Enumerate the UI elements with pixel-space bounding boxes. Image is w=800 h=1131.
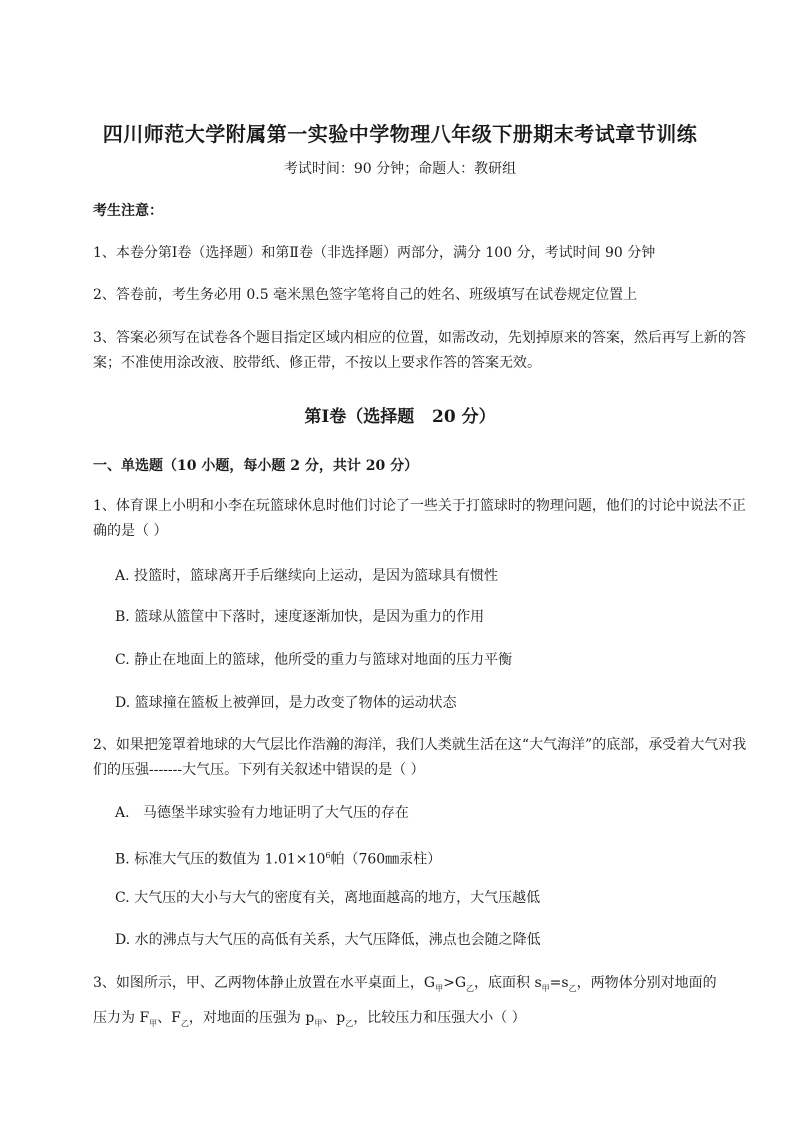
q3-subscript: 乙 [568,983,577,993]
question-2-stem: 2、如果把笼罩着地球的大气层比作浩瀚的海洋，我们人类就生活在这“大气海洋”的底部，承受着大气对我们的压强-------大气压。下列有关叙述中错误的是（ ） [93,737,747,778]
notice-item-2: 2、答卷前，考生务必用 0.5 毫米黑色签字笔将自己的姓名、班级填写在试卷规定位置上 [93,287,638,303]
q3-text: 、F [157,1009,181,1026]
question-1-option-a: A. 投篮时，篮球离开手后继续向上运动，是因为篮球具有惯性 [115,568,499,584]
question-3-line-2 [93,1006,753,1036]
q3-text: ，对地面的压强为 p [188,1009,315,1026]
q3-text: =s [549,975,569,991]
q3-text: ，两物体分别对地面的 [576,975,717,991]
q3-text: ，底面积 s [474,975,542,991]
question-3-stem [93,971,753,1036]
q3-text: 、p [322,1009,346,1026]
question-2-option-d: D. 水的沸点与大气压的高低有关系，大气压降低，沸点也会随之降低 [115,932,541,948]
page-title: 四川师范大学附属第一实验中学物理八年级下册期末考试章节训练 [102,122,698,146]
notice-item-3: 3、答案必须写在试卷各个题目指定区域内相应的位置，如需改动，先划掉原来的答案，然后再写上新的答案；不准使用涂改液、胶带纸、修正带，不按以上要求作答的答案无效。 [93,330,746,371]
notice-item-1: 1、本卷分第Ⅰ卷（选择题）和第Ⅱ卷（非选择题）两部分，满分 100 分，考试时间 90 分钟 [93,245,656,261]
question-2-option-c: C. 大气压的大小与大气的密度有关，离地面越高的地方，大气压越低 [115,890,541,906]
option-b-exponent: 6 [325,851,331,860]
exam-info: 考试时间：90 分钟；命题人：教研组 [283,161,517,177]
question-1-stem: 1、体育课上小明和小李在玩篮球休息时他们讨论了一些关于打篮球时的物理问题，他们的讨论中说法不正确的是（ ） [93,498,746,539]
q3-text: 3、如图所示，甲、乙两物体静止放置在水平桌面上，G [93,975,436,991]
q3-subscript: 乙 [466,983,475,993]
question-2-option-a: A. 马德堡半球实验有力地证明了大气压的存在 [115,805,409,821]
q3-text: >G [443,975,467,991]
notice-heading: 考生注意： [93,203,163,219]
group-heading: 一、单选题（10 小题，每小题 2 分，共计 20 分） [93,458,419,474]
q3-subscript: 甲 [541,983,550,993]
option-b-prefix: B. 标准大气压的数值为 1.01×10 [115,851,326,868]
question-1-option-c: C. 静止在地面上的篮球，他所受的重力与篮球对地面的压力平衡 [115,652,513,668]
question-2-option-b [115,846,441,870]
q3-subscript: 甲 [314,1018,323,1028]
section-title: 第Ⅰ卷（选择题 20 分） [304,407,496,427]
q3-subscript: 乙 [180,1018,189,1028]
q3-text: 压力为 F [93,1009,150,1026]
q3-subscript: 乙 [345,1018,354,1028]
option-b-suffix: 帕（760㎜汞柱） [330,851,442,868]
q3-text: ，比较压力和压强大小（ ） [353,1009,526,1026]
q3-subscript: 甲 [149,1018,158,1028]
question-3-line-1 [93,971,753,1001]
question-1-option-d: D. 篮球撞在篮板上被弹回，是力改变了物体的运动状态 [115,695,457,711]
q3-subscript: 甲 [435,983,444,993]
question-1-option-b: B. 篮球从篮筐中下落时，速度逐渐加快，是因为重力的作用 [115,609,485,625]
